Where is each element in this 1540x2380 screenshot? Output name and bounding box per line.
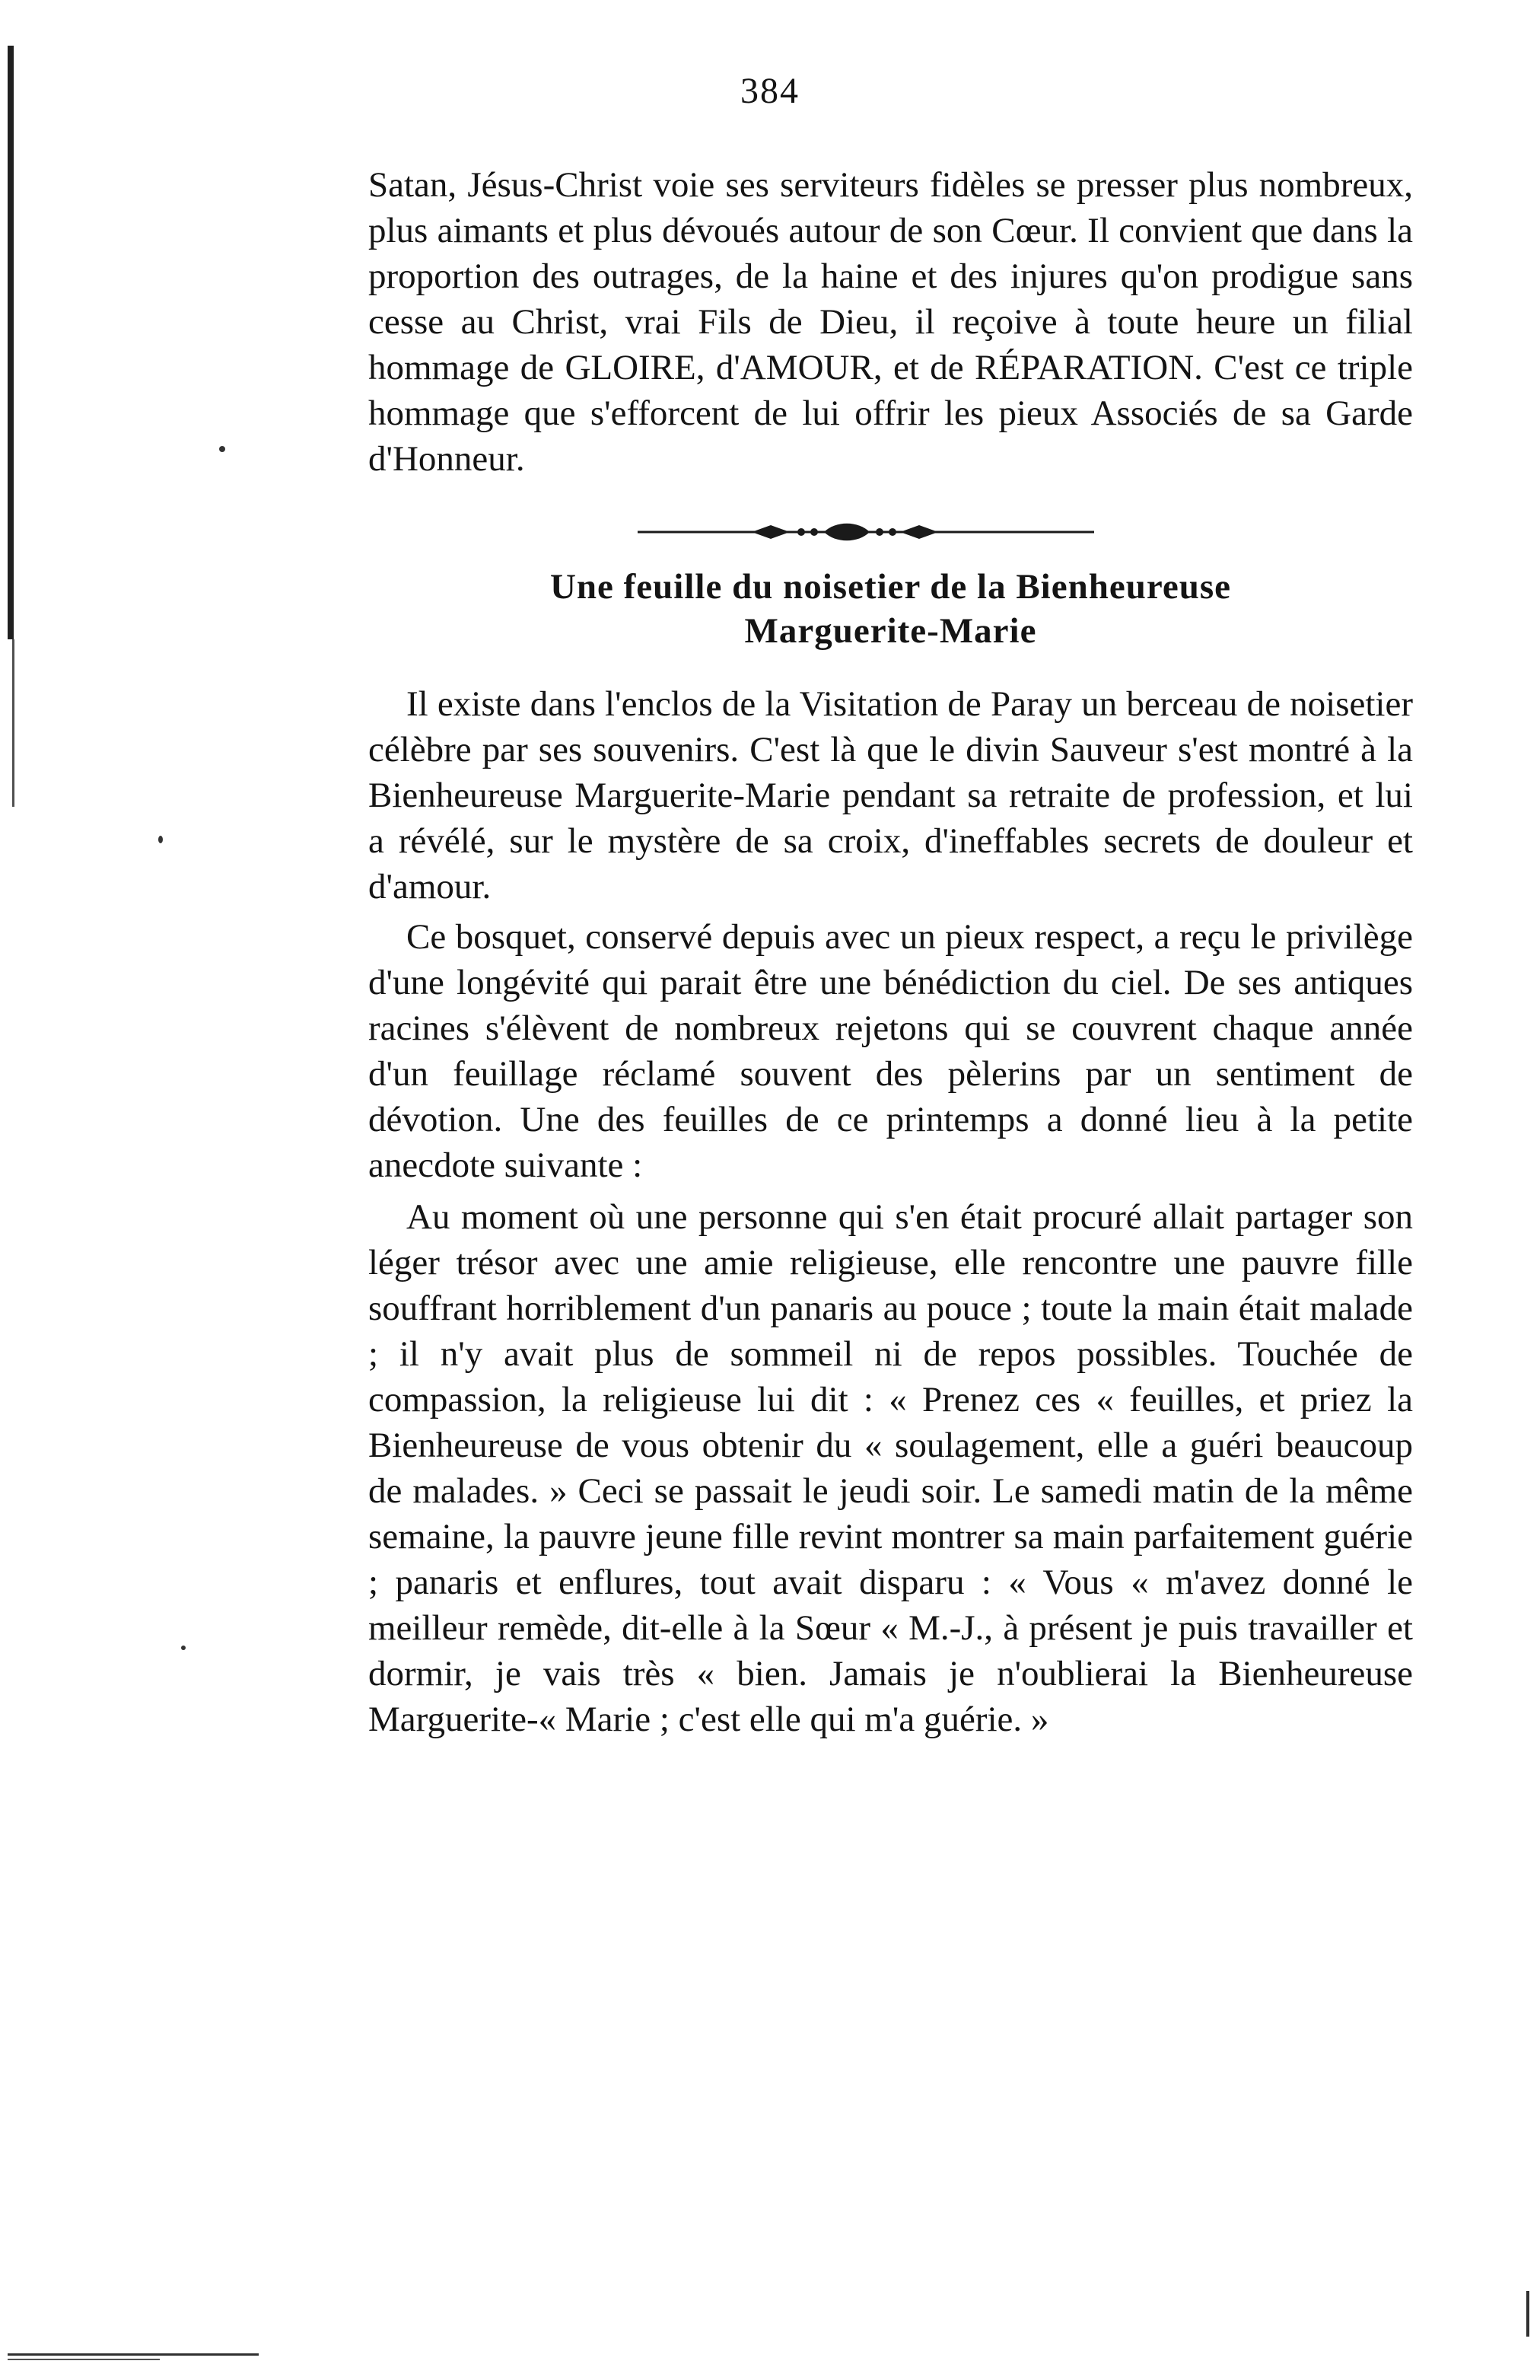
article-title	[368, 565, 1413, 653]
article-paragraph-3: Au moment où une personne qui s'en était procuré allait partager son léger trésor avec une amie religieuse, elle rencontre une pauvre fille souffrant horriblement d'un panaris au pouce ; toute la main était malade ; il n'y avait plus de sommeil ni de repos possibles. Touchée de compassion, la religieuse lui dit : « Prenez ces « feuilles, et priez la Bienheureuse de vous obtenir du « soulagement, elle a guéri beaucoup de malades. » Ceci se passait le jeudi soir. Le samedi matin de la même semaine, la pauvre jeune fille revint montrer sa main parfaitement guérie ; panaris et enflures, tout avait disparu : « Vous « m'avez donné le meilleur remède, dit-elle à la Sœur « M.-J., à présent je puis travailler et dormir, je vais très « bien. Jamais je n'oublierai la Bienheureuse Marguerite-« Marie ; c'est elle qui m'a guérie. »	[368, 1197, 1413, 1739]
scan-bottom-rule-secondary	[8, 2359, 160, 2360]
scan-speck	[181, 1646, 186, 1650]
article-body	[368, 681, 1413, 1742]
intro-paragraph: Satan, Jésus-Christ voie ses serviteurs fidèles se presser plus nombreux, plus aimants et plus dévoués autour de son Cœur. Il convient que dans la proportion des outrages, de la haine et des injures qu'on prodigue sans cesse au Christ, vrai Fils de Dieu, il reçoive à toute heure un filial hommage de GLOIRE, d'AMOUR, et de RÉPARATION. C'est ce triple hommage que s'efforcent de lui offrir les pieux Associés de sa Garde d'Honneur.	[368, 165, 1413, 479]
scan-speck	[158, 836, 163, 843]
article-paragraph-1: Il existe dans l'enclos de la Visitation de Paray un berceau de noisetier célèbre par ses souvenirs. C'est là que le divin Sauveur s'est montré à la Bienheureuse Marguerite-Marie pendant sa retraite de profession, et lui a révélé, sur le mystère de sa croix, d'ineffables secrets de douleur et d'amour.	[368, 684, 1413, 906]
scan-margin-bar-lower	[12, 639, 14, 807]
page-number: 384	[740, 71, 800, 111]
scan-margin-bar	[8, 46, 14, 639]
intro-paragraph-block	[368, 162, 1413, 482]
ornament-divider-icon	[638, 521, 1094, 543]
scan-edge-mark	[1526, 2291, 1529, 2337]
article-title-line-2: Marguerite-Marie	[744, 611, 1037, 651]
scan-speck	[219, 446, 225, 452]
scan-bottom-rule	[8, 2353, 259, 2356]
article-title-line-1: Une feuille du noisetier de la Bienheureuse	[549, 567, 1232, 607]
article-paragraph-2: Ce bosquet, conservé depuis avec un pieux respect, a reçu le privilège d'une longévité qui parait être une bénédiction du ciel. De ses antiques racines s'élèvent de nombreux rejetons qui se couvrent chaque année d'un feuillage réclamé souvent des pèlerins par un sentiment de dévotion. Une des feuilles de ce printemps a donné lieu à la petite anecdote suivante :	[368, 917, 1413, 1185]
